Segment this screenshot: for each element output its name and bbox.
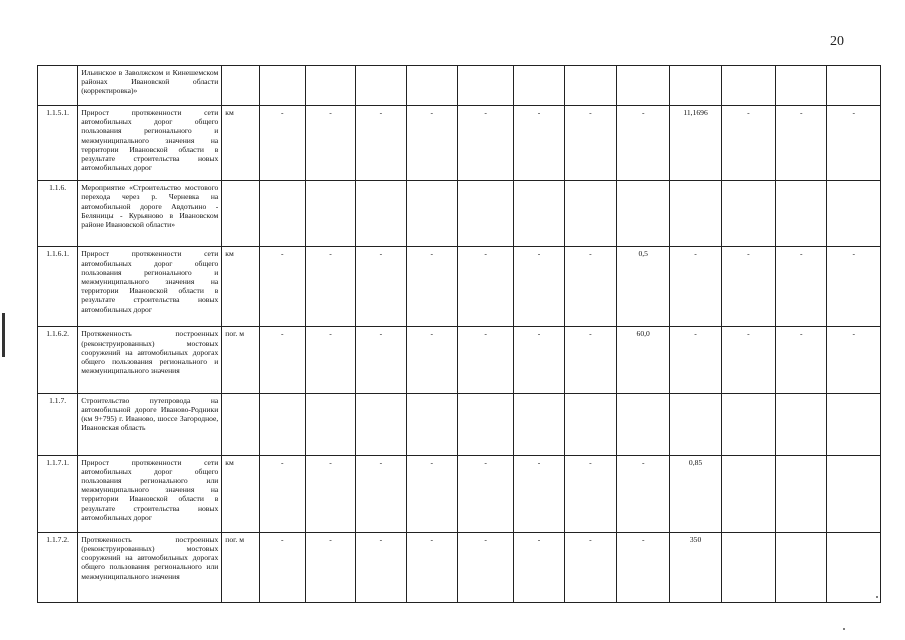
- value-cell: [721, 66, 775, 106]
- value-cell: -: [617, 106, 670, 181]
- value-cell: -: [406, 106, 457, 181]
- value-cell: -: [514, 106, 564, 181]
- value-cell: -: [356, 247, 406, 327]
- value-cell: 350: [670, 532, 721, 602]
- value-cell: -: [670, 327, 721, 393]
- value-cell: -: [721, 327, 775, 393]
- value-cell: [617, 66, 670, 106]
- value-cell: -: [776, 327, 827, 393]
- value-cell: -: [564, 455, 616, 532]
- value-cell: -: [514, 455, 564, 532]
- value-cell: [564, 181, 616, 247]
- value-cell: [617, 393, 670, 455]
- value-cell: -: [356, 106, 406, 181]
- value-cell: [356, 393, 406, 455]
- value-cell: [670, 66, 721, 106]
- value-cell: 0,5: [617, 247, 670, 327]
- value-cell: [776, 393, 827, 455]
- table-row: [38, 393, 881, 455]
- table-row: [38, 181, 881, 247]
- value-cell: -: [406, 532, 457, 602]
- scan-margin-mark: [2, 313, 5, 357]
- value-cell: [457, 393, 513, 455]
- value-cell: [406, 66, 457, 106]
- unit-cell: км: [222, 106, 259, 181]
- value-cell: [305, 66, 355, 106]
- indicator-name-cell: Прирост протяженности сети автомобильных дорог общего пользования регионального или межмуниципального значения на территории Ивановской области в результате строительства новых автомобильных дорог: [78, 455, 222, 532]
- value-cell: -: [457, 247, 513, 327]
- value-cell: -: [457, 327, 513, 393]
- value-cell: -: [721, 106, 775, 181]
- indicators-table: [37, 65, 881, 603]
- value-cell: -: [406, 327, 457, 393]
- value-cell: -: [457, 455, 513, 532]
- table-row: [38, 532, 881, 602]
- value-cell: -: [259, 327, 305, 393]
- unit-cell: [222, 393, 259, 455]
- value-cell: [776, 66, 827, 106]
- value-cell: [617, 181, 670, 247]
- value-cell: -: [406, 455, 457, 532]
- value-cell: [514, 393, 564, 455]
- value-cell: [827, 455, 881, 532]
- value-cell: -: [617, 455, 670, 532]
- value-cell: -: [514, 532, 564, 602]
- table-row: [38, 247, 881, 327]
- value-cell: [259, 66, 305, 106]
- unit-cell: пог. м: [222, 532, 259, 602]
- value-cell: [721, 455, 775, 532]
- indicator-name-cell: Прирост протяженности сети автомобильных дорог общего пользования регионального и межмуниципального значения на территории Ивановской области в результате строительства новых автомобильных дорог: [78, 247, 222, 327]
- value-cell: [356, 181, 406, 247]
- value-cell: [457, 181, 513, 247]
- value-cell: [259, 181, 305, 247]
- value-cell: [305, 181, 355, 247]
- page-number: 20: [830, 34, 844, 49]
- value-cell: [305, 393, 355, 455]
- scan-dot: [843, 628, 845, 630]
- value-cell: -: [356, 532, 406, 602]
- value-cell: [827, 181, 881, 247]
- indicator-name-cell: Мероприятие «Строительство мостового перехода через р. Черневка на автомобильной дороге Авдотьино - Беляницы - Курьяново в Ивановском районе Ивановской области»: [78, 181, 222, 247]
- value-cell: -: [721, 247, 775, 327]
- value-cell: [721, 393, 775, 455]
- unit-cell: км: [222, 455, 259, 532]
- value-cell: [514, 66, 564, 106]
- indicator-name-cell: Ильинское в Заволжском и Кинешемском районах Ивановской области (корректировка)»: [78, 66, 222, 106]
- indicator-name-cell: Протяженность построенных (реконструированных) мостовых сооружений на автомобильных дорогах общего пользования регионального и межмуниципального значения: [78, 327, 222, 393]
- value-cell: [259, 393, 305, 455]
- value-cell: -: [259, 247, 305, 327]
- value-cell: -: [457, 106, 513, 181]
- value-cell: [406, 393, 457, 455]
- value-cell: [776, 181, 827, 247]
- value-cell: -: [406, 247, 457, 327]
- row-number-cell: 1.1.7.2.: [38, 532, 78, 602]
- value-cell: -: [259, 455, 305, 532]
- value-cell: [514, 181, 564, 247]
- value-cell: -: [827, 106, 881, 181]
- value-cell: [670, 393, 721, 455]
- unit-cell: [222, 181, 259, 247]
- value-cell: -: [305, 455, 355, 532]
- value-cell: -: [305, 327, 355, 393]
- value-cell: -: [305, 106, 355, 181]
- table-row: [38, 106, 881, 181]
- value-cell: -: [457, 532, 513, 602]
- value-cell: -: [356, 327, 406, 393]
- table-row: [38, 66, 881, 106]
- value-cell: 60,0: [617, 327, 670, 393]
- unit-cell: [222, 66, 259, 106]
- row-number-cell: 1.1.7.1.: [38, 455, 78, 532]
- value-cell: -: [670, 247, 721, 327]
- value-cell: [721, 181, 775, 247]
- row-number-cell: [38, 66, 78, 106]
- value-cell: [776, 532, 827, 602]
- value-cell: [827, 532, 881, 602]
- value-cell: [670, 181, 721, 247]
- unit-cell: пог. м: [222, 327, 259, 393]
- value-cell: -: [259, 106, 305, 181]
- table-row: [38, 455, 881, 532]
- value-cell: -: [305, 247, 355, 327]
- value-cell: -: [776, 106, 827, 181]
- value-cell: -: [514, 327, 564, 393]
- value-cell: -: [617, 532, 670, 602]
- value-cell: -: [356, 455, 406, 532]
- value-cell: -: [564, 247, 616, 327]
- row-number-cell: 1.1.5.1.: [38, 106, 78, 181]
- value-cell: [827, 66, 881, 106]
- value-cell: -: [776, 247, 827, 327]
- value-cell: -: [564, 106, 616, 181]
- row-number-cell: 1.1.6.2.: [38, 327, 78, 393]
- value-cell: -: [564, 532, 616, 602]
- row-number-cell: 1.1.6.: [38, 181, 78, 247]
- value-cell: -: [564, 327, 616, 393]
- value-cell: [457, 66, 513, 106]
- value-cell: 0,85: [670, 455, 721, 532]
- value-cell: [406, 181, 457, 247]
- value-cell: -: [259, 532, 305, 602]
- indicator-name-cell: Протяженность построенных (реконструированных) мостовых сооружений на автомобильных дорогах общего пользования регионального или межмуниципального значения: [78, 532, 222, 602]
- value-cell: 11,1696: [670, 106, 721, 181]
- indicator-name-cell: Прирост протяженности сети автомобильных дорог общего пользования регионального и межмуниципального значения на территории Ивановской области в результате строительства новых автомобильных дорог: [78, 106, 222, 181]
- value-cell: [564, 66, 616, 106]
- table-row: [38, 327, 881, 393]
- row-number-cell: 1.1.6.1.: [38, 247, 78, 327]
- unit-cell: км: [222, 247, 259, 327]
- value-cell: [776, 455, 827, 532]
- value-cell: -: [305, 532, 355, 602]
- value-cell: [721, 532, 775, 602]
- row-number-cell: 1.1.7.: [38, 393, 78, 455]
- indicator-name-cell: Строительство путепровода на автомобильной дороге Иваново-Родники (км 9+795) г. Иваново, шоссе Загородное, Ивановская область: [78, 393, 222, 455]
- value-cell: [827, 393, 881, 455]
- value-cell: -: [827, 247, 881, 327]
- value-cell: -: [827, 327, 881, 393]
- value-cell: -: [514, 247, 564, 327]
- value-cell: [356, 66, 406, 106]
- value-cell: [564, 393, 616, 455]
